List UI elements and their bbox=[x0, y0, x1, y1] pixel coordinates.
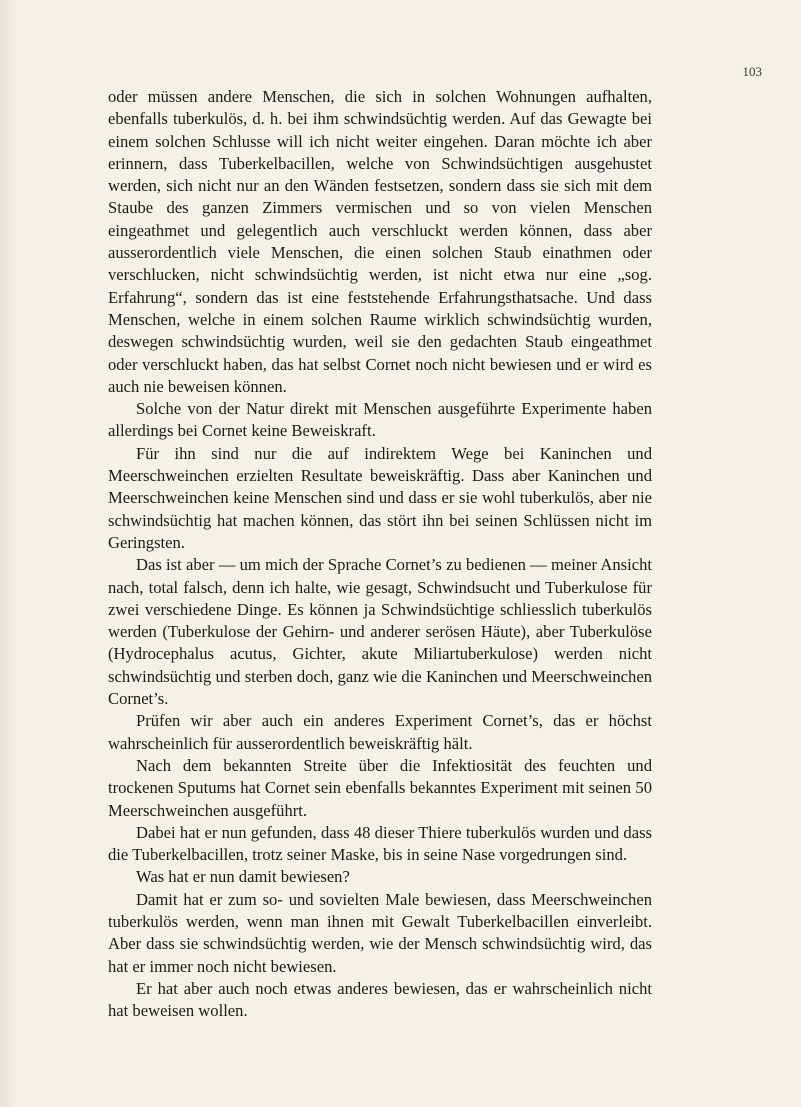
paragraph-1: oder müssen andere Menschen, die sich in solchen Wohnungen aufhalten, ebenfalls tuberkulös, d. h. bei ihm schwindsüchtig werden. Auf das Gewagte bei einem solchen Schlusse will ich nicht weiter eingehen. Daran möchte ich aber erinnern, dass Tuberkelbacillen, welche von Schwindsüchtigen ausgehustet werden, sich nicht nur an den Wänden festsetzen, sondern dass sie sich mit dem Staube des ganzen Zimmers vermischen und so von vielen Menschen eingeathmet und gelegentlich auch verschluckt werden können, dass aber ausserordentlich viele Menschen, die einen solchen Staub einathmen oder verschlucken, nicht schwindsüchtig werden, ist nicht etwa nur eine „sog. Erfahrung“, sondern das ist eine feststehende Erfahrungsthatsache. Und dass Menschen, welche in einem solchen Raume wirklich schwindsüchtig wurden, deswegen schwindsüchtig wurden, weil sie den gedachten Staub eingeathmet oder verschluckt haben, das hat selbst Cornet noch nicht bewiesen und er wird es auch nie beweisen können. bbox=[108, 87, 652, 396]
paragraph-9: Damit hat er zum so- und sovielten Male bewiesen, dass Meerschweinchen tuberkulös werden, wenn man ihnen mit Gewalt Tuberkelbacillen einverleibt. Aber dass sie schwindsüchtig werden, wie der Mensch schwindsüchtig wird, das hat er immer noch nicht bewiesen. bbox=[108, 889, 652, 976]
paragraph-5: Prüfen wir aber auch ein anderes Experiment Cornet’s, das er höchst wahrscheinlich für ausserordentlich beweiskräftig hält. bbox=[108, 711, 652, 753]
paragraph-7: Dabei hat er nun gefunden, dass 48 dieser Thiere tuberkulös wurden und dass die Tuberkelbacillen, trotz seiner Maske, bis in seine Nase vorgedrungen sind. bbox=[108, 822, 652, 865]
body-text bbox=[108, 86, 652, 1022]
paragraph-10: Er hat aber auch noch etwas anderes bewiesen, das er wahrscheinlich nicht hat beweisen wollen. bbox=[108, 978, 652, 1021]
paragraph-3: Für ihn sind nur die auf indirektem Wege bei Kaninchen und Meerschweinchen erzielten Resultate beweiskräftig. Dass aber Kaninchen und Meerschweinchen keine Menschen sind und dass er sie wohl tuberkulös, aber nie schwindsüchtig hat machen können, das stört ihn bei seinen Schlüssen nicht im Geringsten. bbox=[108, 443, 652, 552]
paragraph-6: Nach dem bekannten Streite über die Infektiosität des feuchten und trockenen Sputums hat Cornet sein ebenfalls bekanntes Experiment mit seinen 50 Meerschweinchen ausgeführt. bbox=[108, 755, 652, 820]
paragraph-8: Was hat er nun damit bewiesen? bbox=[136, 867, 350, 887]
paragraph-2: Solche von der Natur direkt mit Menschen ausgeführte Experimente haben allerdings bei Cornet keine Beweiskraft. bbox=[108, 399, 652, 441]
page-number: 103 bbox=[742, 64, 762, 79]
paragraph-4: Das ist aber — um mich der Sprache Cornet’s zu bedienen — meiner Ansicht nach, total falsch, denn ich halte, wie gesagt, Schwindsucht und Tuberkulose für zwei verschiedene Dinge. Es können ja Schwindsüchtige schliesslich tuberkulös werden (Tuberkulose der Gehirn- und anderer serösen Häute), aber Tuberkulöse (Hydrocephalus acutus, Gichter, akute Miliartuberkulose) werden nicht schwindsüchtig und sterben doch, ganz wie die Kaninchen und Meerschweinchen Cornet’s. bbox=[108, 555, 652, 709]
